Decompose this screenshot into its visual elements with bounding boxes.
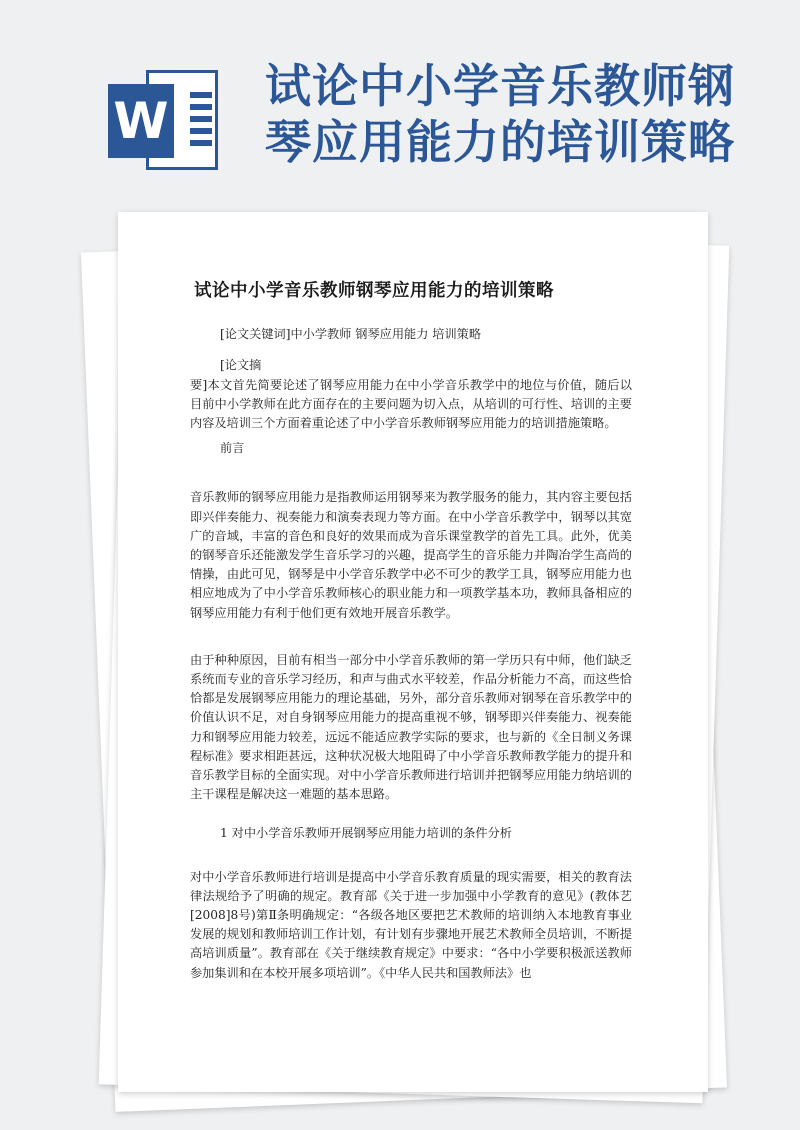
abstract-label: [论文摘 [220, 358, 262, 373]
paragraph: 对中小学音乐教师进行培训是提高中小学音乐教育质量的现实需要，相关的教育法律法规给予了明确的规定。教育部《关于进一步加强中小学教育的意见》(教体艺[2008]8号)第Ⅱ条明确规定：“各级各地区要把艺术教师的培训纳入本地教育事业发展的规划和教师培训工作计划，有计划有步骤地开展艺术教师全员培训，不断提高培训质量”。教育部在《关于继续教育规定》中要求：“各中小学要积极派送教师参加集训和在本校开展多项培训”。《中华人民共和国教师法》也 [190, 869, 632, 980]
paragraph: 由于种种原因，目前有相当一部分中小学音乐教师的第一学历只有中师，他们缺乏系统而专业的音乐学习经历，和声与曲式水平较差，作品分析能力不高，而这些恰恰都是发展钢琴应用能力的理论基础，另外，部分音乐教师对钢琴在音乐教学中的价值认识不足，对自身钢琴应用能力的提高重视不够，钢琴即兴伴奏能力、视奏能力和钢琴应用能力较差，远远不能适应教学实际的要求，也与新的《全日制义务课程标准》要求相距甚远，这种状况极大地阻碍了中小学音乐教师教学能力的提升和音乐教学目标的全面实现。对中小学音乐教师进行培训并把钢琴应用能力纳培训的主干课程是解决这一难题的基本思路。 [190, 652, 632, 802]
document-title: 试论中小学音乐教师钢琴应用能力的培训策略 [194, 281, 554, 301]
section-heading: 1 对中小学音乐教师开展钢琴应用能力培训的条件分析 [220, 826, 512, 841]
banner [0, 0, 800, 215]
abstract-text: 要]本文首先简要论述了钢琴应用能力在中小学音乐教学中的地位与价值，随后以目前中小学教师在此方面存在的主要问题为切入点，从培训的可行性、培训的主要内容及培训三个方面着重论述了中小学音乐教师钢琴应用能力的培训措施策略。 [190, 377, 632, 431]
banner-title: 试论中小学音乐教师钢琴应用能力的培训策略 [265, 59, 735, 169]
document-page [118, 212, 708, 1092]
preface-heading: 前言 [220, 441, 245, 456]
word-logo-letter: W [108, 84, 174, 158]
document-content [190, 282, 632, 1011]
word-document-icon [108, 70, 218, 170]
keywords-line: [论文关键词]中小学教师 钢琴应用能力 培训策略 [220, 327, 482, 342]
paragraph: 音乐教师的钢琴应用能力是指教师运用钢琴来为教学服务的能力，其内容主要包括即兴伴奏能力、视奏能力和演奏表现力等方面。在中小学音乐教学中，钢琴以其宽广的音域，丰富的音色和良好的效果而成为音乐课堂教学的首先工具。此外，优美的钢琴音乐还能激发学生音乐学习的兴趣，提高学生的音乐能力并陶冶学生高尚的情操，由此可见，钢琴是中小学音乐教学中必不可少的教学工具，钢琴应用能力也相应地成为了中小学音乐教师核心的职业能力和一项教学基本功，教师具备相应的钢琴应用能力有利于他们更有效地开展音乐教学。 [190, 490, 632, 620]
